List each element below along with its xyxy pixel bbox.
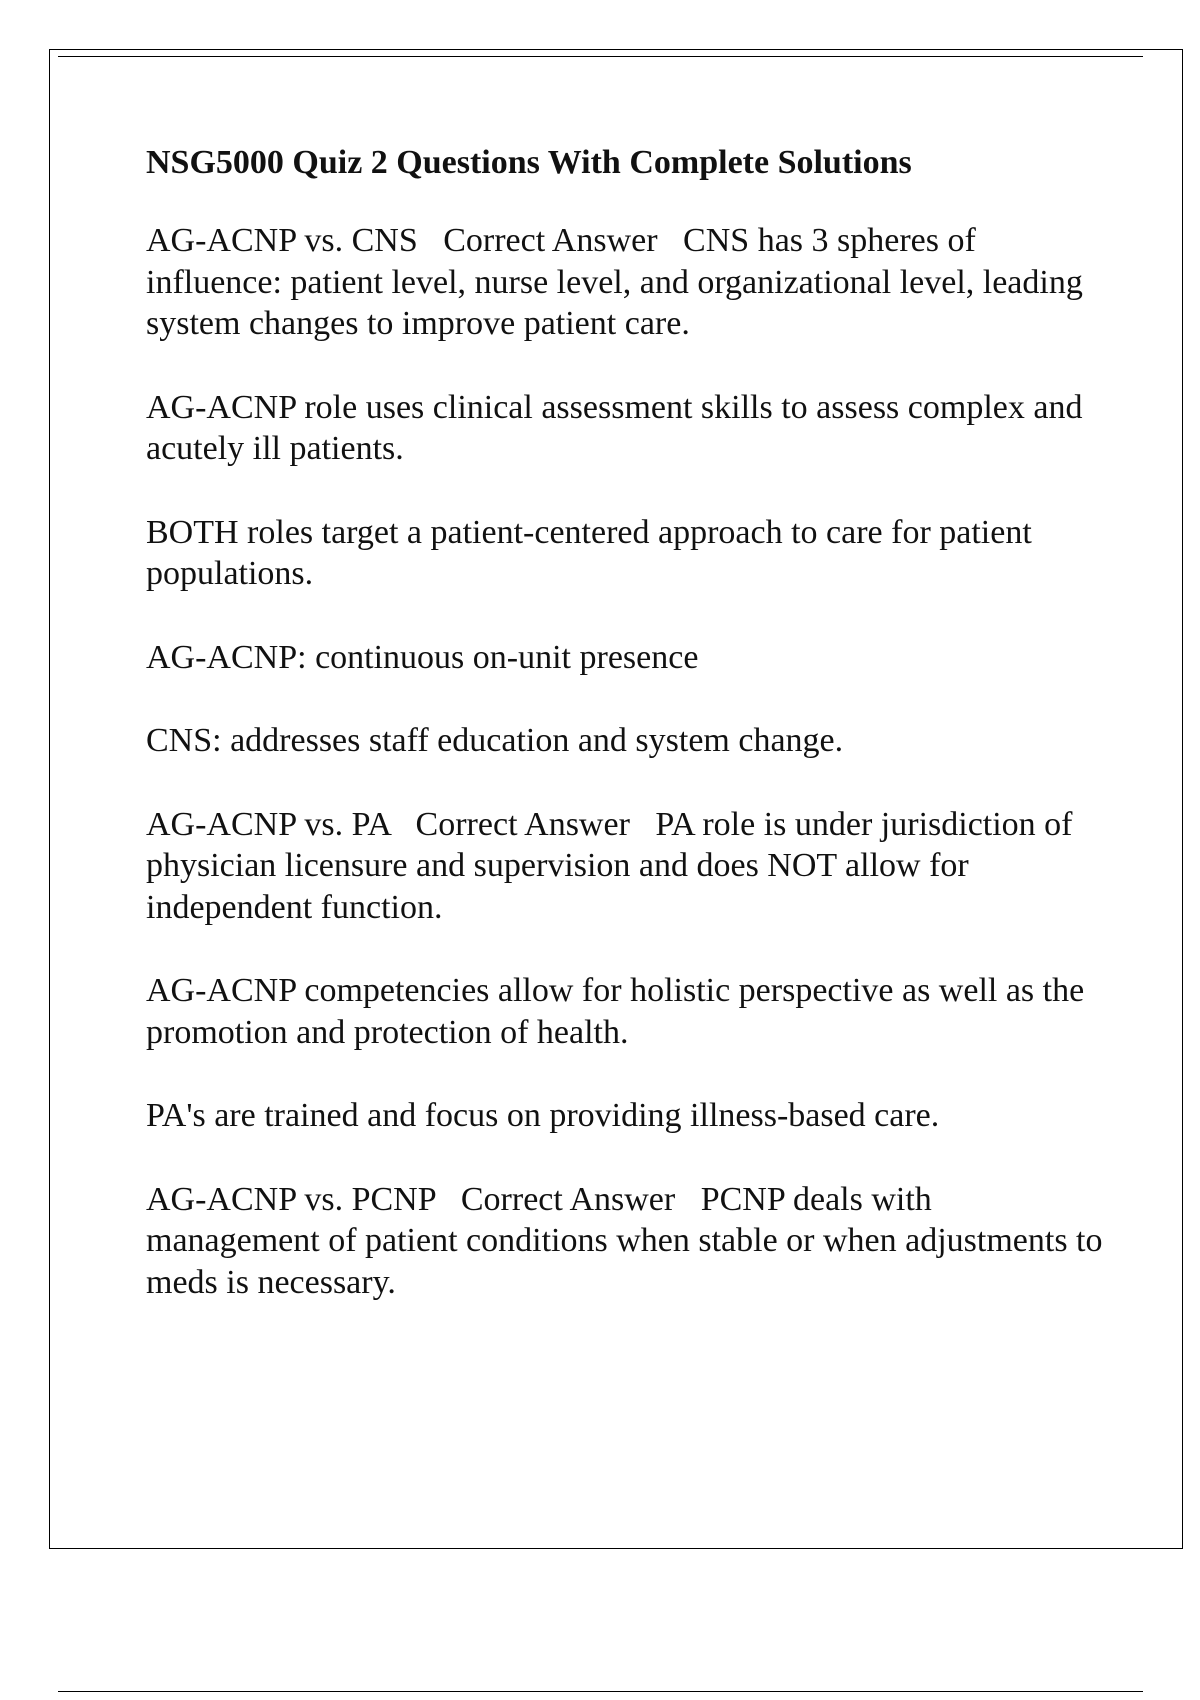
paragraph-acnp-role: AG-ACNP role uses clinical assessment skills to assess complex and acutely ill patients. [146, 388, 1083, 467]
document-body [146, 142, 1111, 1345]
paragraph-cns-answer: AG-ACNP vs. CNS Correct Answer CNS has 3 spheres of influence: patient level, nurse level, and organizational level, leading system changes to improve patient care. [146, 222, 1092, 342]
header-rule [58, 56, 1143, 57]
paragraph-pa-answer: AG-ACNP vs. PA Correct Answer PA role is under jurisdiction of physician licensure and supervision and does NOT allow for independent function. [146, 805, 1081, 926]
paragraph-both-roles: BOTH roles target a patient-centered approach to care for patient populations. [146, 513, 1032, 592]
paragraph-pa-care: PA's are trained and focus on providing illness-based care. [146, 1097, 940, 1134]
paragraph-acnp-competencies: AG-ACNP competencies allow for holistic perspective as well as the promotion and protection of health. [146, 972, 1085, 1051]
footer-rule [58, 1691, 1143, 1692]
paragraph-acnp-presence: AG-ACNP: continuous on-unit presence [146, 638, 699, 676]
paragraph-pcnp-answer: AG-ACNP vs. PCNP Correct Answer PCNP deals with management of patient conditions when stable or when adjustments to meds is necessary. [146, 1180, 1111, 1301]
document-title: NSG5000 Quiz 2 Questions With Complete Solutions [146, 144, 912, 181]
paragraph-cns-education: CNS: addresses staff education and system change. [146, 722, 844, 759]
